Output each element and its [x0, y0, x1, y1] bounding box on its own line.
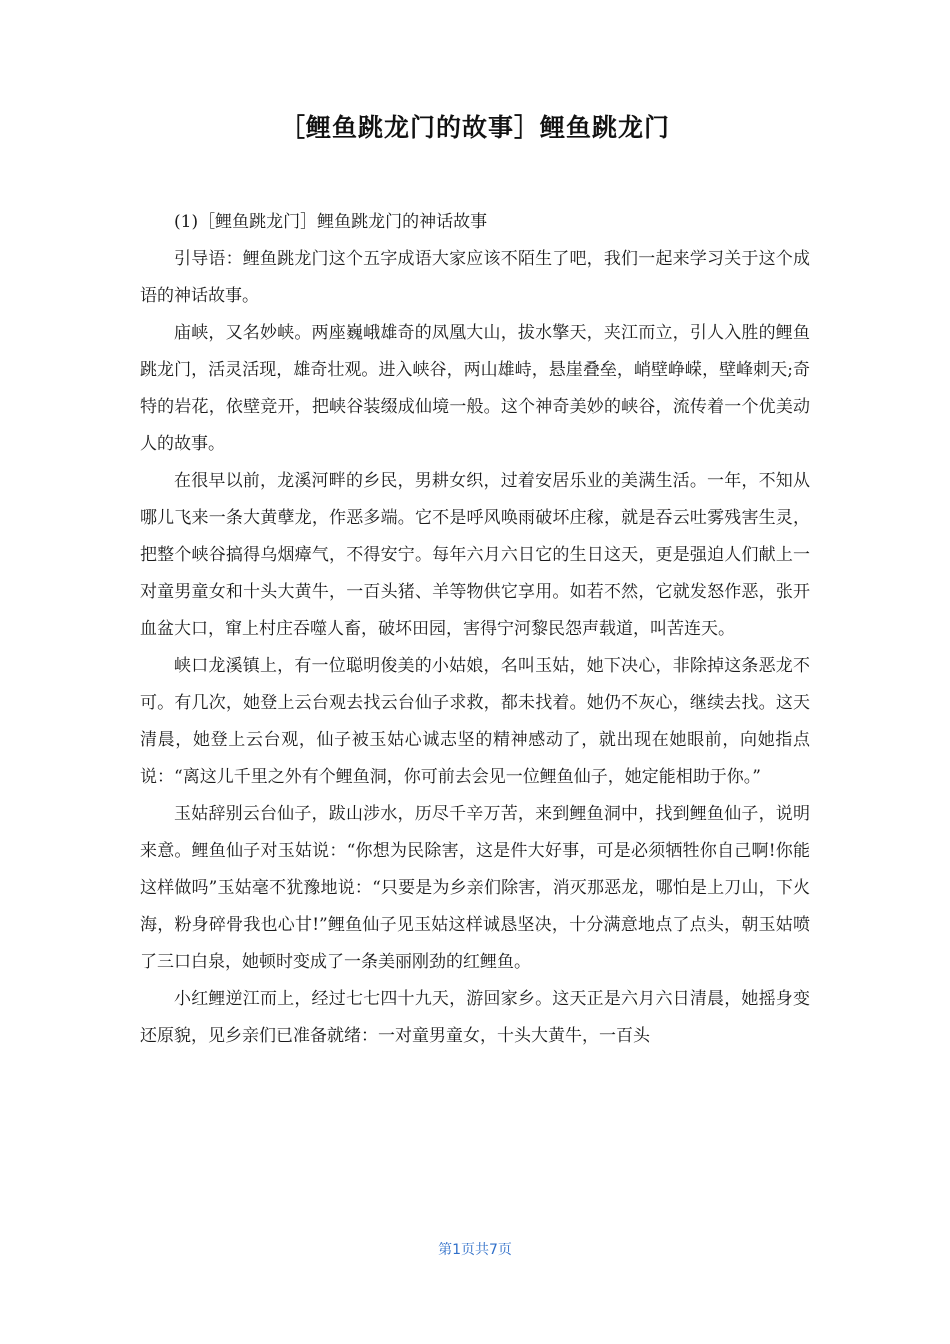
paragraph-heading: (1)［鲤鱼跳龙门］鲤鱼跳龙门的神话故事	[174, 212, 488, 232]
document-title: ［鲤鱼跳龙门的故事］鲤鱼跳龙门	[279, 113, 670, 142]
paragraph-carp-fairy: 玉姑辞别云台仙子，跋山涉水，历尽千辛万苦，来到鲤鱼洞中，找到鲤鱼仙子，说明来意。鲤鱼仙子对玉姑说：“你想为民除害，这是件大好事，可是必须牺牲你自己啊!你能这样做吗”玉姑毫不犹豫地说：“只要是为乡亲们除害，消灭那恶龙，哪怕是上刀山，下火海，粉身碎骨我也心甘!”鲤鱼仙子见玉姑这样诚恳坚决，十分满意地点了点头，朝玉姑喷了三口白泉，她顿时变成了一条美丽刚劲的红鲤鱼。	[140, 804, 810, 972]
paragraph-miaoxia: 庙峡，又名妙峡。两座巍峨雄奇的凤凰大山，拔水擎天，夹江而立，引人入胜的鲤鱼跳龙门，活灵活现，雄奇壮观。进入峡谷，两山雄峙，悬崖叠垒，峭壁峥嵘，壁峰刺天;奇特的岩花，依壁竞开，把峡谷装缀成仙境一般。这个神奇美妙的峡谷，流传着一个优美动人的故事。	[140, 323, 810, 454]
paragraph-dragon: 在很早以前，龙溪河畔的乡民，男耕女织，过着安居乐业的美满生活。一年，不知从哪儿飞来一条大黄孽龙，作恶多端。它不是呼风唤雨破坏庄稼，就是吞云吐雾残害生灵，把整个峡谷搞得乌烟瘴气，不得安宁。每年六月六日它的生日这天，更是强迫人们献上一对童男童女和十头大黄牛，一百头猪、羊等物供它享用。如若不然，它就发怒作恶，张开血盆大口，窜上村庄吞噬人畜，破坏田园，害得宁河黎民怨声载道，叫苦连天。	[140, 471, 810, 639]
paragraph-return: 小红鲤逆江而上，经过七七四十九天，游回家乡。这天正是六月六日清晨，她摇身变还原貌，见乡亲们已准备就绪：一对童男童女，十头大黄牛，一百头	[140, 989, 810, 1046]
paragraph-intro: 引导语：鲤鱼跳龙门这个五字成语大家应该不陌生了吧，我们一起来学习关于这个成语的神话故事。	[140, 249, 810, 306]
paragraph-yugu: 峡口龙溪镇上，有一位聪明俊美的小姑娘，名叫玉姑，她下决心，非除掉这条恶龙不可。有几次，她登上云台观去找云台仙子求救，都未找着。她仍不灰心，继续去找。这天清晨，她登上云台观，仙子被玉姑心诚志坚的精神感动了，就出现在她眼前，向她指点说：“离这儿千里之外有个鲤鱼洞，你可前去会见一位鲤鱼仙子，她定能相助于你。”	[140, 656, 810, 787]
page-number: 第1页共7页	[438, 1242, 512, 1258]
document-body	[140, 204, 810, 1055]
